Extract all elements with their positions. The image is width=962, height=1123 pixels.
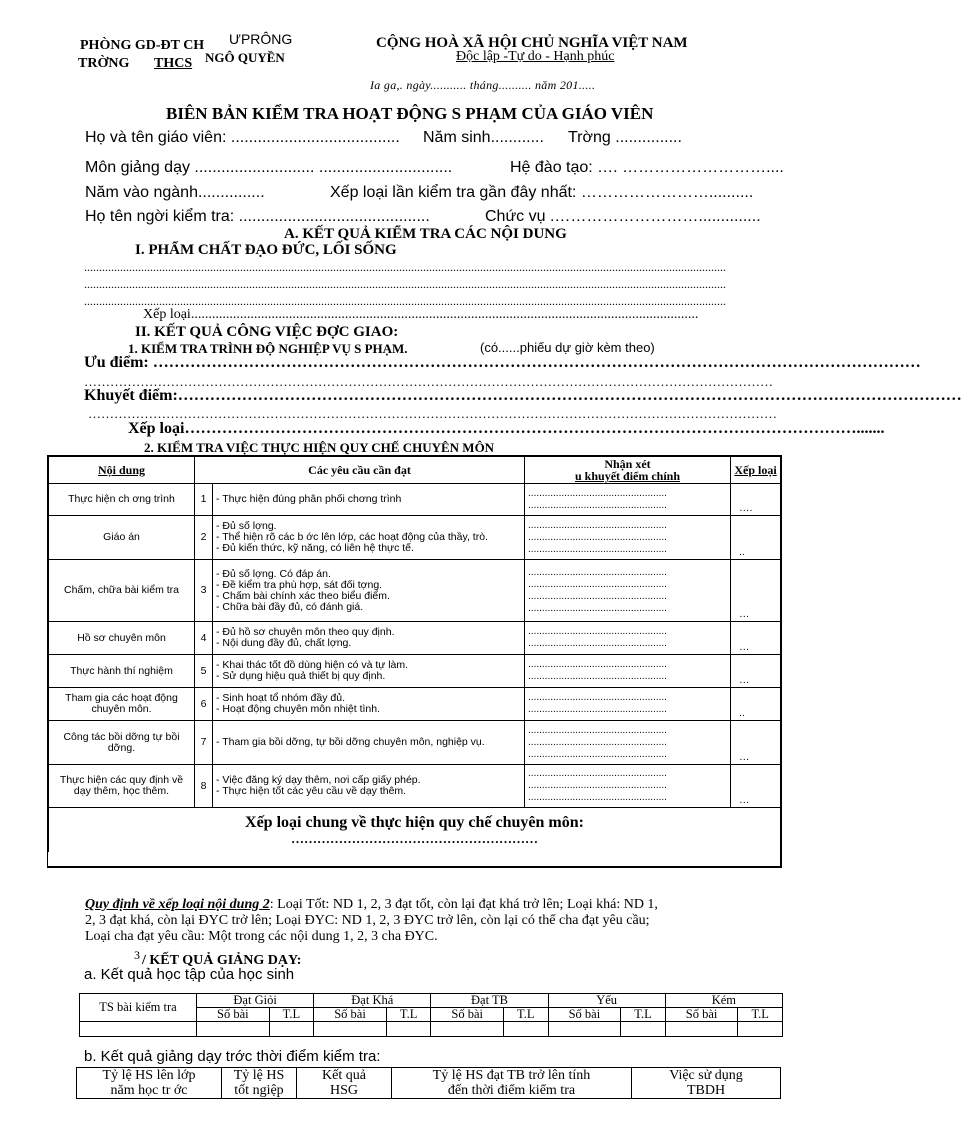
sub-header-count: Số bài bbox=[665, 1008, 738, 1022]
check-row-requirements bbox=[213, 560, 525, 622]
check-row bbox=[49, 560, 781, 622]
check-row-number: 2 bbox=[195, 516, 213, 560]
results-cell bbox=[386, 1022, 431, 1037]
regulation-check-table bbox=[47, 455, 782, 868]
comment-dots: .................................................. bbox=[528, 499, 667, 511]
overall-rating-dots: ………………………………………………… bbox=[291, 831, 538, 846]
sub-header-rate: T.L bbox=[504, 1008, 549, 1022]
check-row-topic: Hồ sơ chuyên môn bbox=[49, 622, 195, 655]
national-title: CỘNG HOÀ XÃ HỘI CHỦ NGHĨA VIỆT NAM bbox=[376, 35, 688, 51]
school-name-label: TRỜNG bbox=[78, 56, 130, 71]
comment-dots: .................................................. bbox=[528, 578, 667, 590]
date-line: Ia ga,. ngày........... tháng.......... năm 201..... bbox=[370, 78, 596, 92]
check-row-comments bbox=[525, 655, 731, 688]
check-row-topic: Thực hiện các quy định về dạy thêm, học thêm. bbox=[49, 765, 195, 808]
check-row-comments bbox=[525, 560, 731, 622]
teacher-name-field: Họ và tên giáo viên: ...................................... bbox=[85, 129, 400, 146]
requirement-line: - Nội dung đầy đủ, chất lợng. bbox=[216, 637, 352, 649]
results-cell bbox=[80, 1022, 197, 1037]
sub-header-count: Số bài bbox=[431, 1008, 504, 1022]
check-row bbox=[49, 622, 781, 655]
check-row-comments bbox=[525, 484, 731, 516]
check-row bbox=[49, 688, 781, 721]
total-tests-header: TS bài kiểm tra bbox=[80, 994, 197, 1022]
dotted-line: …………………………………………………………………………………………………………………………………………… bbox=[84, 374, 773, 389]
check-row-number: 4 bbox=[195, 622, 213, 655]
equipment-usage-header: Việc sử dụng TBDH bbox=[632, 1068, 781, 1099]
check-row-topic: Thực hiện ch ơng trình bbox=[49, 484, 195, 516]
comment-dots: .................................................. bbox=[528, 638, 667, 649]
promotion-rate-header: Tỷ lệ HS lên lớp năm học tr ớc bbox=[77, 1068, 222, 1099]
check-row-comments bbox=[525, 516, 731, 560]
comment-dots: .................................................. bbox=[528, 768, 667, 779]
comment-dots: .................................................. bbox=[528, 671, 667, 682]
dotted-line: …………………………………………………………………………………………………………………………………………… bbox=[88, 406, 777, 421]
rule-paragraph-line1: Quy định về xếp loại nội dung 2: Loại Tốt: ND 1, 2, 3 đạt tốt, còn lại đạt khá trở lên; Loại khá: ND 1, bbox=[85, 897, 658, 912]
check-row-requirements bbox=[213, 516, 525, 560]
sub-header-rate: T.L bbox=[269, 1008, 314, 1022]
comment-dots: .................................................. bbox=[528, 780, 667, 791]
check-row-rating: .. bbox=[731, 516, 781, 560]
results-cell bbox=[504, 1022, 549, 1037]
subject-field: Môn giảng dạy ........................... .............................. bbox=[85, 159, 453, 176]
results-cell bbox=[431, 1022, 504, 1037]
comment-dots: .................................................. bbox=[528, 659, 667, 670]
dept-name: PHÒNG GD-ĐT CH bbox=[80, 38, 205, 53]
check-row-requirements bbox=[213, 765, 525, 808]
sub-header-rate: T.L bbox=[621, 1008, 666, 1022]
dotted-line: ...................................................................................................................................................................................................................... bbox=[84, 277, 726, 291]
sub-header-count: Số bài bbox=[314, 1008, 387, 1022]
graduation-rate-header: Tỷ lệ HS tốt ngiệp bbox=[222, 1068, 297, 1099]
check-row bbox=[49, 484, 781, 516]
comment-dots: .................................................. bbox=[528, 602, 667, 614]
check-row-number: 5 bbox=[195, 655, 213, 688]
school-type: THCS bbox=[154, 56, 193, 71]
overall-rating-cell bbox=[49, 808, 781, 853]
requirement-line: - Đủ kiến thức, kỹ năng, có liên hệ thực tế. bbox=[216, 542, 414, 554]
check-row bbox=[49, 721, 781, 765]
sub-header-rate: T.L bbox=[386, 1008, 431, 1022]
results-cell bbox=[621, 1022, 666, 1037]
check-row-comments bbox=[525, 688, 731, 721]
check-row-topic: Tham gia các hoạt động chuyên môn. bbox=[49, 688, 195, 721]
sub-header-rate: T.L bbox=[738, 1008, 783, 1022]
check-row bbox=[49, 655, 781, 688]
dotted-line: ...................................................................................................................................................................................................................... bbox=[84, 294, 726, 308]
dept-superscript: ƯPRÔNG bbox=[229, 31, 293, 47]
avg-rate-header: Tỷ lệ HS đạt TB trở lên tính đến thời điểm kiểm tra bbox=[392, 1068, 632, 1099]
section-3-number: 3 bbox=[134, 948, 140, 962]
item-2-heading: 2. KIỂM TRA VIỆC THỰC HIỆN QUY CHẾ CHUYÊN MÔN bbox=[144, 440, 495, 455]
check-row-rating: … bbox=[731, 655, 781, 688]
requirement-line: - Sinh hoạt tổ nhóm đầy đủ. bbox=[216, 692, 345, 704]
page-title: BIÊN BẢN KIỂM TRA HOẠT ĐỘNG S PHẠM CỦA GIÁO VIÊN bbox=[166, 104, 654, 123]
sub-b-heading: b. Kết quả giảng dạy trớc thời điểm kiểm tra: bbox=[84, 1048, 381, 1065]
check-row-requirements bbox=[213, 688, 525, 721]
dotted-line: ...................................................................................................................................................................................................................... bbox=[84, 260, 726, 274]
weaknesses-line: Khuyết điểm:………………………………………………………………………………………………………………………………… bbox=[84, 387, 962, 404]
rating-line: Xếp loại................................................................................................................................................. bbox=[143, 307, 699, 322]
comment-dots: .................................................. bbox=[528, 724, 667, 736]
rule-paragraph-line3: Loại cha đạt yêu cầu: Một trong các nội dung 1, 2, 3 cha ĐYC. bbox=[85, 929, 438, 944]
check-row-number: 7 bbox=[195, 721, 213, 765]
check-row-topic: Chấm, chữa bài kiểm tra bbox=[49, 560, 195, 622]
requirement-line: - Việc đăng ký dạy thêm, nơi cấp giấy phép. bbox=[216, 774, 421, 786]
comment-dots: .................................................. bbox=[528, 519, 667, 531]
requirement-line: - Tham gia bồi dỡng, tự bồi dỡng chuyên môn, nghiệp vụ. bbox=[216, 736, 485, 748]
check-row-topic: Thực hành thí nghiệm bbox=[49, 655, 195, 688]
national-motto: Độc lập -Tự do - Hạnh phúc bbox=[456, 49, 615, 64]
inspector-field: Họ tên ngời kiểm tra: ........................................... bbox=[85, 208, 430, 225]
section-ii-heading: II. KẾT QUẢ CÔNG VIỆC ĐỢC GIAO: bbox=[135, 324, 399, 340]
check-row-topic: Công tác bồi dỡng tự bồi dỡng. bbox=[49, 721, 195, 765]
sub-header-count: Số bài bbox=[548, 1008, 621, 1022]
comment-dots: .................................................. bbox=[528, 626, 667, 637]
section-a-heading: A. KẾT QUẢ KIỂM TRA CÁC NỘI DUNG bbox=[284, 226, 567, 242]
school-name: NGÔ QUYỀN bbox=[205, 50, 285, 65]
check-row bbox=[49, 765, 781, 808]
comment-dots: .................................................. bbox=[528, 692, 667, 703]
results-cell bbox=[665, 1022, 738, 1037]
requirement-line: - Đủ số lợng. bbox=[216, 520, 277, 532]
results-cell bbox=[738, 1022, 783, 1037]
check-row-rating: … bbox=[731, 560, 781, 622]
check-row bbox=[49, 516, 781, 560]
last-rating-field: Xếp loại lần kiểm tra gần đây nhất: …………………….......... bbox=[330, 184, 754, 201]
requirement-line: - Đủ số lợng. Có đáp án. bbox=[216, 567, 331, 580]
check-row-rating: … bbox=[731, 765, 781, 808]
item-1-note: (có......phiếu dự giờ kèm theo) bbox=[480, 340, 655, 355]
check-row-number: 6 bbox=[195, 688, 213, 721]
teaching-results-table bbox=[76, 1067, 781, 1099]
results-cell bbox=[548, 1022, 621, 1037]
comment-dots: .................................................. bbox=[528, 566, 667, 578]
check-row-topic: Giáo án bbox=[49, 516, 195, 560]
check-row-comments bbox=[525, 721, 731, 765]
overall-rating-title: Xếp loại chung về thực hiện quy chế chuyên môn: bbox=[245, 814, 584, 831]
student-results-table bbox=[79, 993, 783, 1037]
check-row-number: 8 bbox=[195, 765, 213, 808]
results-cell bbox=[314, 1022, 387, 1037]
group-header-poor: Kém bbox=[665, 994, 782, 1008]
results-cell bbox=[269, 1022, 314, 1037]
comment-dots: .................................................. bbox=[528, 792, 667, 803]
strengths-line: Ưu điểm: ……………………………………………………………………………………………………………………………… bbox=[84, 354, 921, 371]
col-header-comments: Nhận xét u khuyết điểm chính bbox=[525, 457, 731, 484]
group-header-good: Đạt Giỏi bbox=[197, 994, 314, 1008]
check-row-number: 3 bbox=[195, 560, 213, 622]
comment-dots: .................................................. bbox=[528, 748, 667, 760]
group-header-weak: Yếu bbox=[548, 994, 665, 1008]
check-row-requirements bbox=[213, 655, 525, 688]
col-header-content: Nội dung bbox=[49, 457, 195, 484]
rating-line-2: Xếp loại………………………………………………………………………………………………………………....... bbox=[128, 420, 885, 437]
check-row-rating: … bbox=[731, 721, 781, 765]
requirement-line: - Thể hiện rõ các b ớc lên lớp, các hoạt động của thầy, trò. bbox=[216, 531, 488, 543]
position-field: Chức vụ .……………………….............. bbox=[485, 208, 761, 225]
requirement-line: - Chấm bài chính xác theo biểu điểm. bbox=[216, 589, 390, 602]
requirement-line: - Khai thác tốt đồ dùng hiện có và tự làm. bbox=[216, 659, 409, 671]
requirement-line: - Đề kiểm tra phù hợp, sát đối tợng. bbox=[216, 578, 383, 591]
group-header-average: Đạt TB bbox=[431, 994, 548, 1008]
col-header-requirements: Các yêu cầu cần đạt bbox=[195, 457, 525, 484]
section-3-heading: / KẾT QUẢ GIẢNG DẠY: bbox=[142, 953, 302, 968]
check-row-number: 1 bbox=[195, 484, 213, 516]
requirement-line: - Thực hiện đúng phân phối chơng trình bbox=[216, 493, 402, 505]
training-field: Hệ đào tạo: …. ……………………….... bbox=[510, 159, 784, 176]
sub-header-count: Số bài bbox=[197, 1008, 270, 1022]
check-row-comments bbox=[525, 622, 731, 655]
requirement-line: - Sử dụng hiệu quả thiết bị quy định. bbox=[216, 670, 386, 682]
gifted-results-header: Kết quả HSG bbox=[297, 1068, 392, 1099]
requirement-line: - Hoạt động chuyên môn nhiệt tình. bbox=[216, 703, 381, 715]
comment-dots: .................................................. bbox=[528, 590, 667, 602]
check-row-requirements bbox=[213, 721, 525, 765]
check-row-requirements bbox=[213, 484, 525, 516]
comment-dots: .................................................. bbox=[528, 736, 667, 748]
results-cell bbox=[197, 1022, 270, 1037]
comment-dots: .................................................. bbox=[528, 531, 667, 543]
birth-year-field: Năm sinh............ bbox=[423, 129, 544, 146]
sub-a-heading: a. Kết quả học tập của học sinh bbox=[84, 966, 295, 983]
col-header-rating: Xếp loại bbox=[731, 457, 781, 484]
comment-dots: .................................................. bbox=[528, 704, 667, 715]
comment-dots: .................................................. bbox=[528, 543, 667, 555]
rule-paragraph-line2: 2, 3 đạt khá, còn lại ĐYC trở lên; Loại ĐYC: ND 1, 2, 3 ĐYC trở lên, còn lại có thể cha đạt yêu cầu; bbox=[85, 913, 650, 928]
check-row-rating: …. bbox=[731, 484, 781, 516]
check-row-requirements bbox=[213, 622, 525, 655]
group-header-fair: Đạt Khá bbox=[314, 994, 431, 1008]
section-i-heading: I. PHẨM CHẤT ĐẠO ĐỨC, LỐI SỐNG bbox=[135, 242, 397, 258]
requirement-line: - Chữa bài đầy đủ, có đánh giá. bbox=[216, 600, 364, 613]
check-row-rating: .. bbox=[731, 688, 781, 721]
requirement-line: - Thực hiện tốt các yêu cầu về dạy thêm. bbox=[216, 785, 407, 797]
check-row-rating: … bbox=[731, 622, 781, 655]
school-field: Trờng ............... bbox=[568, 129, 682, 146]
check-row-comments bbox=[525, 765, 731, 808]
comment-dots: .................................................. bbox=[528, 487, 667, 499]
item-1-heading: 1. KIỂM TRA TRÌNH ĐỘ NGHIỆP VỤ S PHẠM. bbox=[128, 341, 408, 356]
requirement-line: - Đủ hồ sơ chuyên môn theo quy định. bbox=[216, 626, 395, 638]
career-start-field: Năm vào ngành............... bbox=[85, 184, 265, 201]
